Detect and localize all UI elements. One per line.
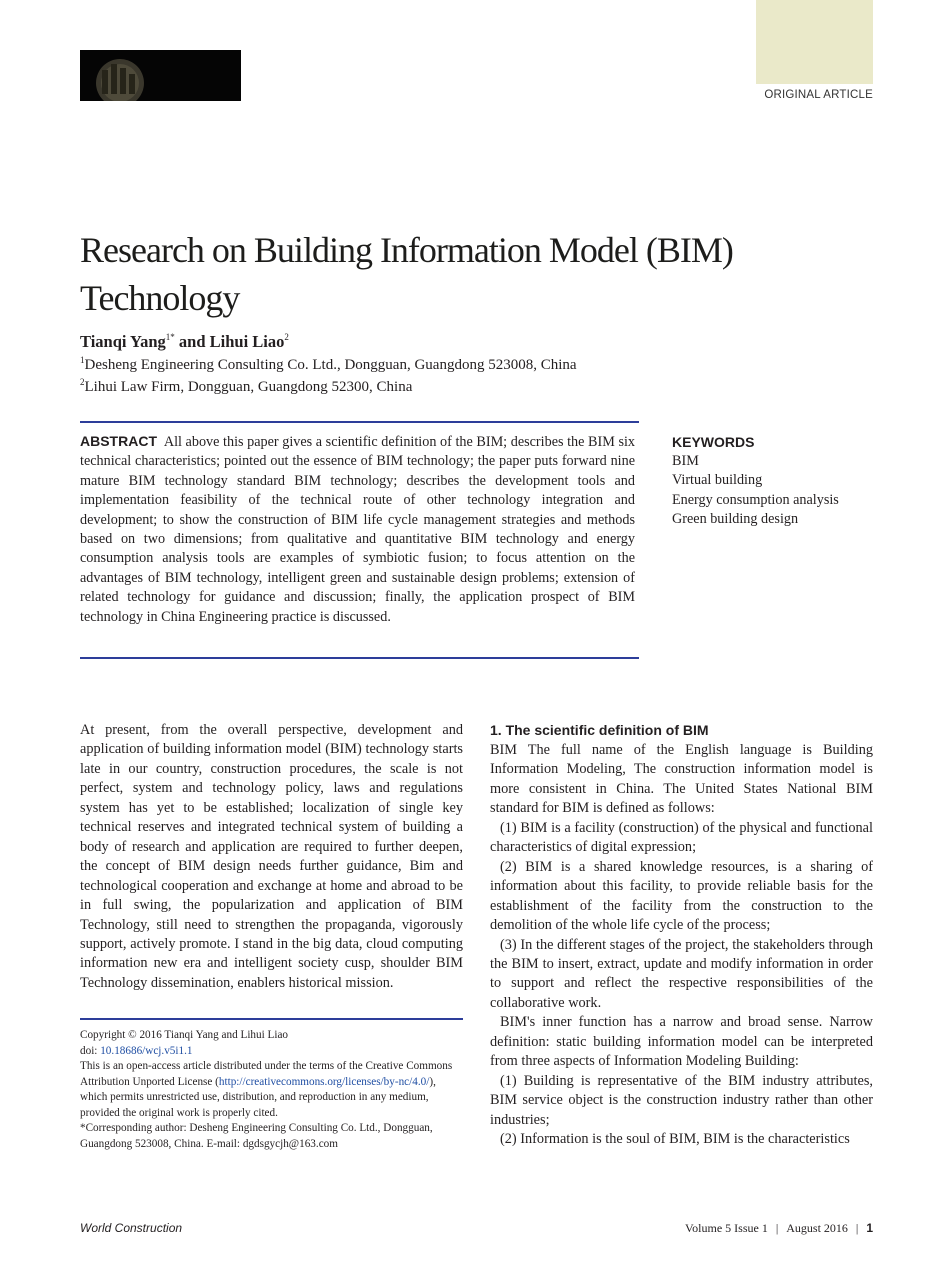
affiliation-text: Lihui Law Firm, Dongguan, Guangdong 52300, China xyxy=(84,379,413,395)
section-1 xyxy=(490,721,873,1150)
section-list-item: (3) In the different stages of the project, the stakeholders through the BIM to insert, extract, update and modify information in order to support and reflect the respective responsibilities of the collaborative work. xyxy=(490,936,873,1011)
separator: | xyxy=(855,1221,859,1235)
publication-date: August 2016 xyxy=(786,1221,848,1235)
section-list-item: (1) BIM is a facility (construction) of the physical and functional characteristics of digital expression; xyxy=(490,819,873,856)
abstract-label: ABSTRACT xyxy=(80,433,157,449)
keyword-item: Virtual building xyxy=(672,472,763,489)
journal-name: World Construction xyxy=(80,1221,183,1235)
section-heading: 1. The scientific definition of BIM xyxy=(490,722,709,738)
abstract-text: All above this paper gives a scientific definition of the BIM; describes the BIM six technical characteristics; pointed out the essence of BIM technology; the paper puts forward nine mature BIM technology standard BIM technology; describes the development tools and implementation feasibility of the technical route of other technology integration and development; to show the construction of BIM life cycle management strategies and methods based on two dimensions; from qualitative and quantitative BIM technology and energy consumption analysis tools are examples of symbiotic fusion; to focus attention on the advantages of BIM technology, intelligent green and sustainable design problems; extension of related technology for guidance and discussion; finally, the application prospect of BIM technology in China Engineering practice is discussed. xyxy=(80,434,636,625)
copyright-line: Copyright © 2016 Tianqi Yang and Lihui Liao xyxy=(80,1029,289,1041)
volume-issue: Volume 5 Issue 1 xyxy=(685,1221,768,1235)
affiliation xyxy=(80,355,577,374)
keywords-box xyxy=(672,433,872,530)
separator: | xyxy=(775,1221,779,1235)
author-affiliation-marker: 1* xyxy=(165,332,175,342)
section-list-item: (1) Building is representative of the BIM industry attributes, BIM service object is the construction industry rather than other industries; xyxy=(490,1072,873,1128)
author-conjunction: and xyxy=(178,332,206,351)
author-name: Tianqi Yang xyxy=(80,332,166,351)
section-paragraph: BIM's inner function has a narrow and broad sense. Narrow definition: static building information model can be interpreted from three aspects of Information Modeling Building: xyxy=(490,1014,873,1070)
affiliation-marker: 2 xyxy=(80,377,85,387)
journal-logo xyxy=(80,50,241,101)
introduction-paragraph: At present, from the overall perspective, development and application of building information model (BIM) technology starts late in our country, construction procedures, the scale is not perfect, system and technology policy, laws and regulations system has yet to be established; localization of single key technical reserves and integrated technical system of building a body of research and application are required to further deepen, the concept of BIM design needs further guidance, Bim and technological cooperation and exchange at home and abroad to be in full swing, the popularization and application of BIM Technology, still need to strengthen the propaganda, vigorously support, actively promote. I stand in the big data, cloud computing information new era and intelligent society cusp, shoulder BIM Technology dissemination, enablers historical mission. xyxy=(80,722,463,991)
doi-link[interactable]: 10.18686/wcj.v5i1.1 xyxy=(100,1044,193,1057)
footnote-rule xyxy=(80,1018,463,1020)
author-line xyxy=(80,332,289,352)
abstract-top-rule xyxy=(80,421,639,423)
logo-emblem-icon xyxy=(80,50,241,101)
license-link[interactable]: http://creativecommons.org/licenses/by-nc/4.0/ xyxy=(218,1075,430,1088)
section-list-item: (2) Information is the soul of BIM, BIM is the characteristics xyxy=(500,1131,850,1148)
page-number: 1 xyxy=(866,1221,873,1235)
abstract-bottom-rule xyxy=(80,657,639,659)
paper-title: Research on Building Information Model (BIM) Technology xyxy=(80,230,733,318)
license-text-pre: This is an open-access article distributed under the terms of the Creative Commons Attribution Unported License ( xyxy=(80,1060,453,1088)
page-info xyxy=(560,1221,873,1236)
license-line xyxy=(80,1059,460,1121)
author-name: Lihui Liao xyxy=(209,332,285,351)
keywords-label: KEYWORDS xyxy=(672,434,755,450)
keyword-item: BIM xyxy=(672,453,699,469)
license-text-post: ), which permits unrestricted use, distribution, and reproduction in any medium, provided the original work is properly cited. xyxy=(80,1075,436,1119)
header-accent-block xyxy=(756,0,873,84)
author-affiliation-marker: 2 xyxy=(284,332,289,342)
affiliation xyxy=(80,377,412,396)
abstract xyxy=(80,432,635,627)
doi-label: doi: xyxy=(80,1044,98,1057)
keyword-item: Green building design xyxy=(672,511,799,528)
doi-line xyxy=(80,1044,460,1060)
article-type-label: ORIGINAL ARTICLE xyxy=(764,89,873,101)
affiliation-marker: 1 xyxy=(80,355,85,365)
corresponding-author: *Corresponding author: Desheng Engineering Consulting Co. Ltd., Dongguan, Guangdong 523008, China. E-mail: dgdsgycjh@163.com xyxy=(80,1122,433,1150)
footnote-block xyxy=(80,1028,460,1152)
keyword-item: Energy consumption analysis xyxy=(672,491,839,508)
section-paragraph: BIM The full name of the English language is Building Information Modeling, The construction information model is more consistent in China. The United States National BIM standard for BIM is defined as follows: xyxy=(490,742,873,817)
affiliation-text: Desheng Engineering Consulting Co. Ltd., Dongguan, Guangdong 523008, China xyxy=(84,357,577,373)
keywords-list xyxy=(672,452,872,530)
section-list-item: (2) BIM is a shared knowledge resources, is a sharing of information about this facility, to provide reliable basis for the establishment of the facility from the construction to the demolition of the whole life cycle of the process; xyxy=(490,858,873,934)
